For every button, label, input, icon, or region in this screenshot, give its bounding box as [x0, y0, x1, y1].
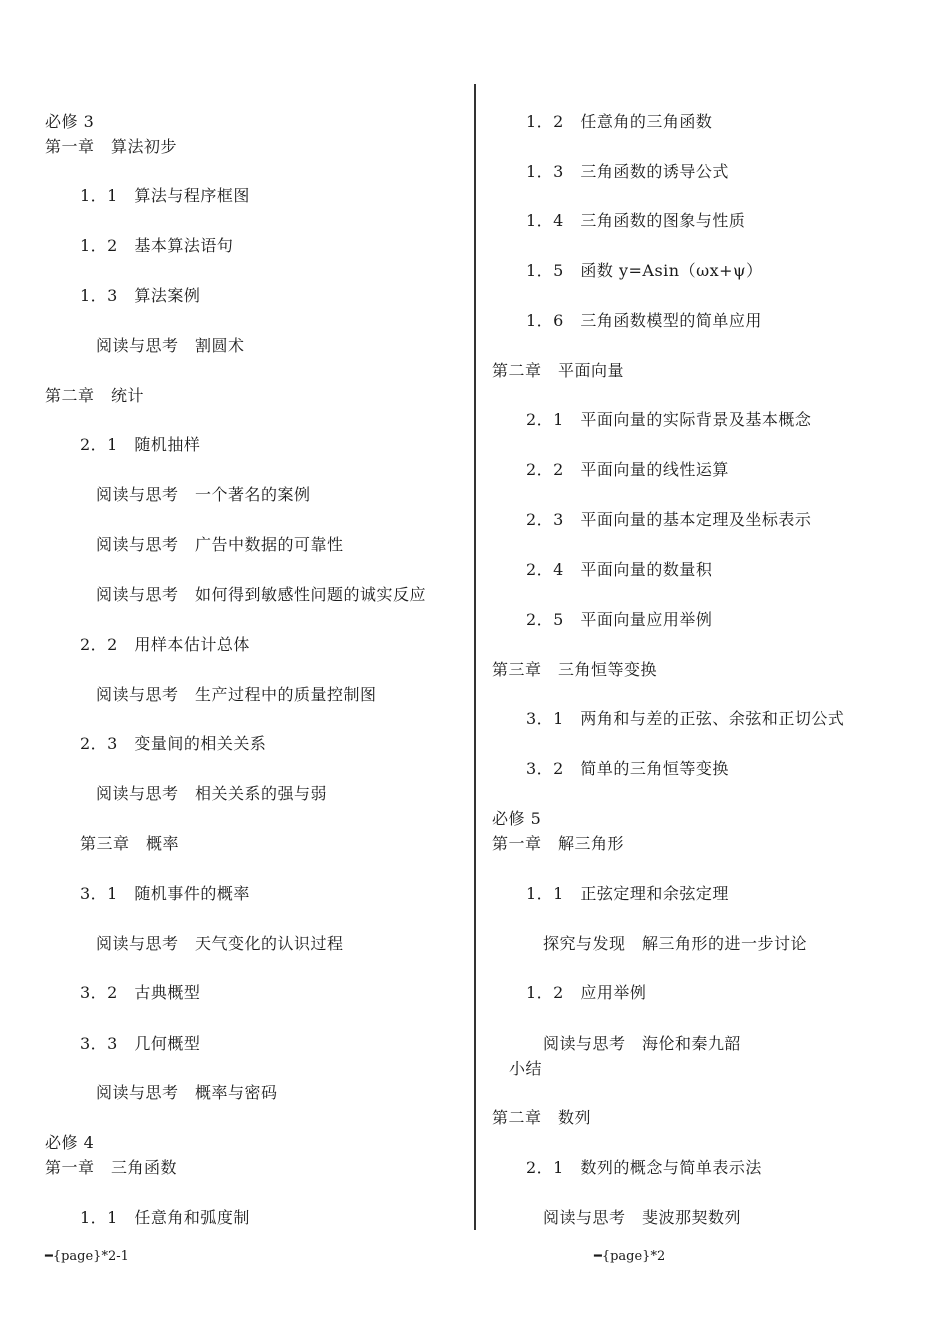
section-item: 2．5 平面向量应用举例: [526, 610, 713, 629]
section-item: 3．1 两角和与差的正弦、余弦和正切公式: [526, 709, 845, 728]
reading-item: 阅读与思考 广告中数据的可靠性: [96, 535, 344, 554]
section-item: 2．1 数列的概念与简单表示法: [526, 1158, 762, 1177]
chapter-heading: 第一章 三角函数: [45, 1158, 178, 1177]
reading-item: 阅读与思考 相关关系的强与弱: [96, 784, 328, 803]
section-item: 1．4 三角函数的图象与性质: [526, 211, 746, 230]
section-item: 1．3 三角函数的诱导公式: [526, 162, 729, 181]
section-item: 3．3 几何概型: [80, 1034, 201, 1053]
reading-item: 阅读与思考 天气变化的认识过程: [96, 934, 344, 953]
reading-item: 阅读与思考 如何得到敏感性问题的诚实反应: [96, 585, 427, 604]
section-item: 1．1 正弦定理和余弦定理: [526, 884, 729, 903]
section-item: 3．2 古典概型: [80, 983, 201, 1002]
summary-item: 小结: [509, 1059, 543, 1078]
chapter-heading: 第一章 解三角形: [492, 834, 625, 853]
section-item: 1．1 算法与程序框图: [80, 186, 250, 205]
section-item: 2．1 平面向量的实际背景及基本概念: [526, 410, 812, 429]
section-item: 1．2 应用举例: [526, 983, 647, 1002]
reading-item: 阅读与思考 割圆术: [96, 336, 245, 355]
section-item: 1．2 基本算法语句: [80, 236, 234, 255]
reading-item: 阅读与思考 一个著名的案例: [96, 485, 311, 504]
footer-left-page-number: ━{page}*2-1: [45, 1249, 129, 1264]
section-item: 1．1 任意角和弧度制: [80, 1208, 250, 1227]
reading-item: 阅读与思考 斐波那契数列: [543, 1208, 742, 1227]
section-item: 3．2 简单的三角恒等变换: [526, 759, 729, 778]
explore-item: 探究与发现 解三角形的进一步讨论: [543, 934, 808, 953]
chapter-heading: 第二章 平面向量: [492, 361, 625, 380]
section-item: 1．6 三角函数模型的简单应用: [526, 311, 762, 330]
section-item: 1．5 函数 y=Asin（ωx+ψ）: [526, 261, 763, 280]
section-item: 2．2 用样本估计总体: [80, 635, 250, 654]
column-divider: [474, 84, 476, 1230]
chapter-heading: 第二章 数列: [492, 1108, 592, 1127]
chapter-heading: 第二章 统计: [45, 386, 145, 405]
reading-item: 阅读与思考 生产过程中的质量控制图: [96, 685, 377, 704]
reading-item: 阅读与思考 概率与密码: [96, 1083, 278, 1102]
volume-heading: 必修 4: [45, 1133, 95, 1152]
section-item: 2．3 平面向量的基本定理及坐标表示: [526, 510, 812, 529]
footer-right-page-number: ━{page}*2: [594, 1249, 666, 1264]
chapter-heading: 第三章 三角恒等变换: [492, 660, 658, 679]
section-item: 2．1 随机抽样: [80, 435, 201, 454]
section-item: 2．4 平面向量的数量积: [526, 560, 713, 579]
volume-heading: 必修 3: [45, 112, 95, 131]
section-item: 1．2 任意角的三角函数: [526, 112, 713, 131]
section-item: 3．1 随机事件的概率: [80, 884, 250, 903]
section-item: 2．3 变量间的相关关系: [80, 734, 267, 753]
chapter-heading: 第一章 算法初步: [45, 137, 178, 156]
section-item: 2．2 平面向量的线性运算: [526, 460, 729, 479]
chapter-heading: 第三章 概率: [80, 834, 180, 853]
volume-heading: 必修 5: [492, 809, 542, 828]
section-item: 1．3 算法案例: [80, 286, 201, 305]
reading-item: 阅读与思考 海伦和秦九韶: [543, 1034, 742, 1053]
